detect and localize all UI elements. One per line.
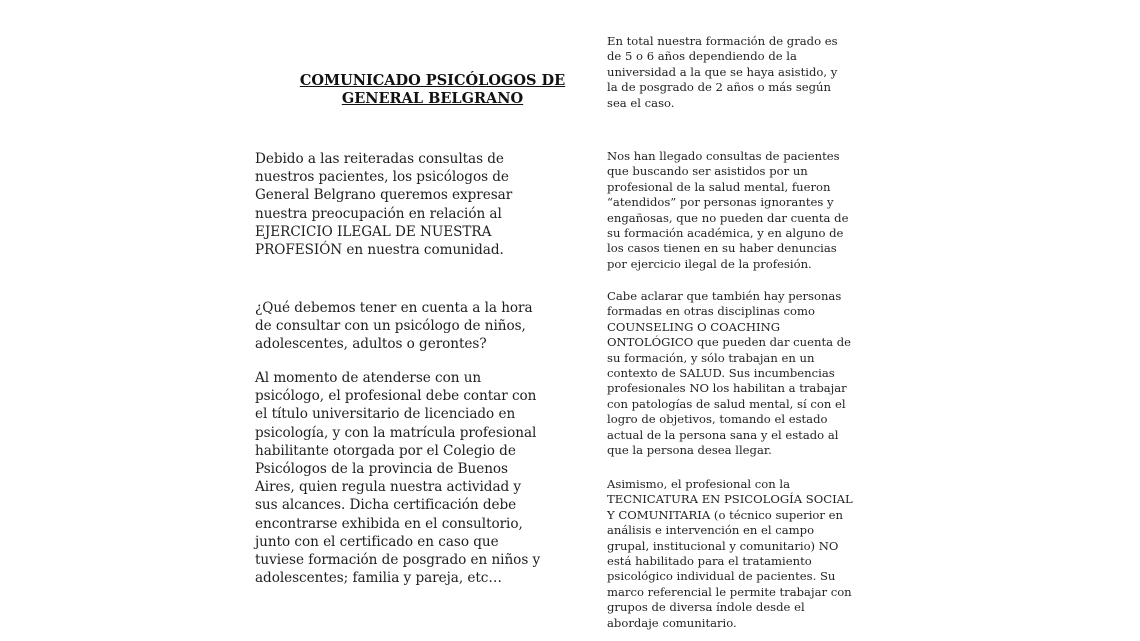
- text-line: psicólogo, el profesional debe contar con: [255, 388, 537, 405]
- text-line: adolescentes, adultos o gerontes?: [255, 336, 487, 353]
- text-line: la de posgrado de 2 años o más según: [607, 80, 831, 95]
- question-paragraph: [255, 299, 570, 354]
- title-line-1: COMUNICADO PSICÓLOGOS DE: [299, 72, 566, 89]
- text-line: Asimismo, el profesional con la: [607, 477, 791, 491]
- text-line: EJERCICIO ILEGAL DE NUESTRA: [255, 223, 492, 240]
- other-disciplines-paragraph: [607, 289, 882, 458]
- text-line: psicología, y con la matrícula profesional: [255, 424, 537, 441]
- text-line: ONTOLÓGICO que pueden dar cuenta de: [607, 335, 852, 350]
- title-line-2: GENERAL BELGRANO: [341, 90, 524, 107]
- text-line: Aires, quien regula nuestra actividad y: [255, 479, 522, 496]
- text-line: TECNICATURA EN PSICOLOGÍA SOCIAL: [607, 492, 853, 507]
- text-line: los casos tienen en su haber denuncias: [607, 241, 837, 256]
- text-line: engañosas, que no pueden dar cuenta de: [607, 210, 849, 225]
- text-line: su formación, y sólo trabajan en un: [607, 350, 815, 365]
- text-line: grupal, institucional y comunitario) NO: [607, 538, 839, 553]
- text-line: por ejercicio ilegal de la profesión.: [607, 256, 812, 271]
- text-line: junto con el certificado en caso que: [255, 533, 499, 550]
- text-line: sea el caso.: [607, 95, 675, 110]
- text-line: Cabe aclarar que también hay personas: [607, 289, 842, 303]
- text-line: sus alcances. Dicha certificación debe: [255, 497, 517, 514]
- text-line: marco referencial le permite trabajar con: [607, 584, 852, 599]
- text-line: tuviese formación de posgrado en niños y: [255, 552, 541, 569]
- text-line: PROFESIÓN en nuestra comunidad.: [255, 242, 504, 259]
- text-line: Nos han llegado consultas de pacientes: [607, 149, 840, 163]
- complaints-paragraph: [607, 149, 882, 272]
- text-line: General Belgrano queremos expresar: [255, 187, 513, 204]
- requirements-paragraph: [255, 369, 570, 587]
- text-line: contexto de SALUD. Sus incumbencias: [607, 366, 835, 381]
- text-line: formadas en otras disciplinas como: [607, 304, 816, 319]
- text-line: abordaje comunitario.: [607, 615, 737, 630]
- text-line: En total nuestra formación de grado es: [607, 34, 838, 48]
- text-line: logro de objetivos, tomando el estado: [607, 412, 828, 427]
- text-line: actual de la persona sana y el estado al: [607, 427, 839, 442]
- social-psychology-paragraph: [607, 477, 882, 631]
- text-line: con patologías de salud mental, sí con el: [607, 396, 846, 411]
- text-line: nuestra preocupación en relación al: [255, 205, 502, 222]
- text-line: de consultar con un psicólogo de niños,: [255, 318, 526, 335]
- text-line: encontrarse exhibida en el consultorio,: [255, 515, 523, 532]
- text-line: de 5 o 6 años dependiendo de la: [607, 49, 797, 64]
- intro-paragraph: [255, 150, 570, 259]
- text-line: ¿Qué debemos tener en cuenta a la hora: [255, 300, 533, 316]
- text-line: que buscando ser asistidos por un: [607, 164, 808, 179]
- text-line: psicológico individual de pacientes. Su: [607, 569, 836, 584]
- text-line: Psicólogos de la provincia de Buenos: [255, 461, 508, 478]
- text-line: profesional de la salud mental, fueron: [607, 179, 831, 194]
- text-line: que la persona desea llegar.: [607, 443, 772, 458]
- text-line: universidad a la que se haya asistido, y: [607, 64, 838, 79]
- text-line: análisis e intervención en el campo: [607, 523, 815, 538]
- text-line: Y COMUNITARIA (o técnico superior en: [607, 507, 843, 522]
- text-line: profesionales NO los habilitan a trabajar: [607, 381, 847, 396]
- training-paragraph: [607, 34, 882, 111]
- text-line: Al momento de atenderse con un: [255, 370, 482, 386]
- text-line: Debido a las reiteradas consultas de: [255, 151, 504, 167]
- text-line: “atendidos” por personas ignorantes y: [607, 195, 834, 210]
- text-line: nuestros pacientes, los psicólogos de: [255, 169, 509, 186]
- text-line: habilitante otorgada por el Colegio de: [255, 442, 516, 459]
- text-line: grupos de diversa índole desde el: [607, 600, 805, 615]
- text-line: adolescentes; familia y pareja, etc…: [255, 570, 502, 587]
- text-line: está habilitado para el tratamiento: [607, 554, 812, 569]
- document-title: [255, 72, 610, 108]
- text-line: COUNSELING O COACHING: [607, 319, 780, 334]
- text-line: el título universitario de licenciado en: [255, 406, 516, 423]
- text-line: su formación académica, y en alguno de: [607, 226, 844, 241]
